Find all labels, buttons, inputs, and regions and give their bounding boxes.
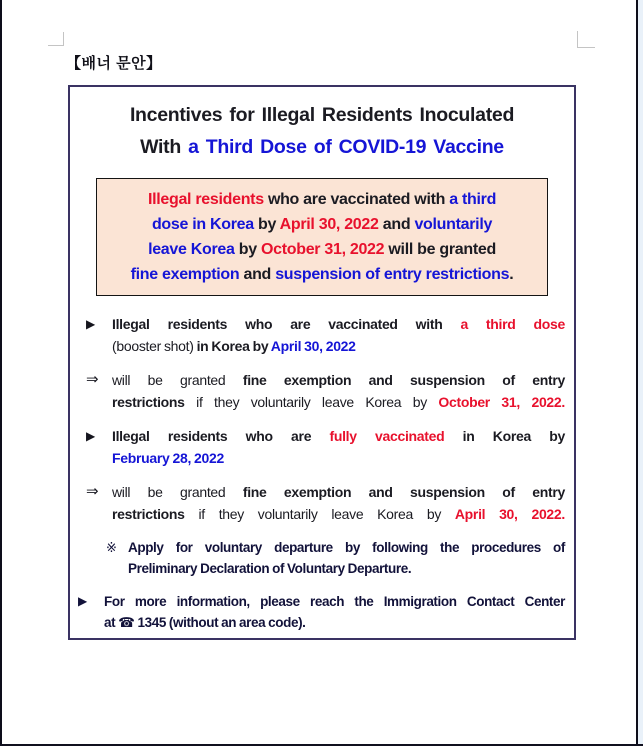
bullet-text [112, 313, 565, 357]
title-text: With [140, 136, 189, 158]
arrow-text [112, 481, 565, 525]
text-line [112, 335, 565, 357]
note-text [128, 537, 565, 579]
text-segment: Apply for voluntary departure by following the procedures of [128, 540, 565, 555]
text-segment: leave Korea [148, 241, 235, 258]
text-segment: if they voluntarily leave Korea by [184, 394, 439, 410]
text-line [112, 313, 565, 335]
text-line [104, 612, 565, 633]
title-text: Incentives for Illegal Residents Inoculated [129, 104, 515, 126]
text-segment: Illegal residents who are [112, 428, 330, 444]
banner-caption-label: 【배너 문안】 [66, 55, 162, 72]
text-segment: by [234, 241, 261, 258]
margin-corner-mark-right [577, 31, 595, 48]
text-segment: will be granted [112, 484, 243, 500]
text-line [128, 558, 565, 579]
text-segment: Preliminary Declaration of Voluntary Departure. [128, 561, 412, 576]
text-segment: . [509, 266, 514, 283]
text-segment: For more information, please reach the Immigration Contact Center [104, 594, 565, 609]
text-segment: by [253, 216, 280, 233]
text-segment: Illegal residents [147, 191, 264, 208]
text-segment: and [239, 266, 276, 283]
double-arrow-icon: ⇒ [86, 371, 99, 388]
text-line [101, 187, 543, 212]
text-segment: (booster shot) [112, 338, 197, 354]
bullet-list [70, 313, 574, 633]
arrow-text [112, 369, 565, 413]
window-left-edge [0, 0, 2, 746]
text-segment: April 30, 2022 [270, 338, 356, 354]
text-segment: and [378, 216, 415, 233]
notice-title [70, 87, 574, 163]
title-highlight-text: a Third Dose of COVID-19 Vaccine [188, 136, 504, 158]
text-segment: who are vaccinated with [263, 191, 450, 208]
title-line-1 [70, 99, 574, 131]
text-segment: fully vaccinated [329, 428, 445, 444]
margin-corner-mark-left [48, 32, 64, 46]
text-segment: dose in Korea [151, 216, 254, 233]
text-line [101, 262, 543, 287]
text-line [128, 537, 565, 558]
text-segment: April 30, 2022 [279, 216, 379, 233]
text-segment: Illegal residents who are vaccinated with [112, 316, 461, 332]
text-segment: fine exemption and suspension of entry [242, 484, 565, 500]
text-line [101, 237, 543, 262]
note-item [106, 537, 565, 579]
contact-info-item [78, 591, 565, 633]
text-line [104, 591, 565, 612]
text-segment: a third [449, 191, 497, 208]
text-segment: will be granted [384, 241, 496, 258]
text-segment: fine exemption and suspension of entry [242, 372, 565, 388]
window-right-strip [638, 0, 643, 746]
text-segment: voluntarily [414, 216, 493, 233]
bullet-item [86, 313, 565, 357]
text-segment: February 28, 2022 [112, 450, 224, 466]
text-segment: at ☎ 1345 (without an area code). [104, 615, 306, 630]
triangle-bullet-icon: ▶ [78, 594, 88, 608]
text-line [101, 212, 543, 237]
summary-highlight-box [96, 178, 548, 296]
text-segment: in Korea by [196, 338, 271, 354]
text-segment: if they voluntarily leave Korea by [184, 506, 455, 522]
double-arrow-icon: ⇒ [86, 483, 99, 500]
reference-mark-icon: ※ [106, 540, 117, 555]
title-line-2 [70, 131, 574, 163]
text-line [112, 369, 565, 391]
arrow-item [86, 481, 565, 525]
text-segment: October 31, 2022 [260, 241, 385, 258]
text-line [112, 503, 565, 525]
notice-box [68, 85, 576, 640]
text-segment: restrictions [112, 394, 185, 410]
arrow-item [86, 369, 565, 413]
text-segment: in Korea by [444, 428, 565, 444]
text-line [112, 481, 565, 503]
text-segment: will be granted [112, 372, 243, 388]
text-segment: October 31, 2022. [438, 394, 565, 410]
text-segment: April 30, 2022. [454, 506, 565, 522]
triangle-bullet-icon: ▶ [86, 317, 96, 331]
text-line [112, 391, 565, 413]
bullet-item [86, 425, 565, 469]
text-segment: fine exemption [130, 266, 240, 283]
contact-text [104, 591, 565, 633]
text-segment: restrictions [112, 506, 185, 522]
bullet-text [112, 425, 565, 469]
text-segment: a third dose [460, 316, 565, 332]
text-segment: suspension of entry restrictions [275, 266, 510, 283]
triangle-bullet-icon: ▶ [86, 429, 96, 443]
text-line [112, 425, 565, 447]
text-line [112, 447, 565, 469]
